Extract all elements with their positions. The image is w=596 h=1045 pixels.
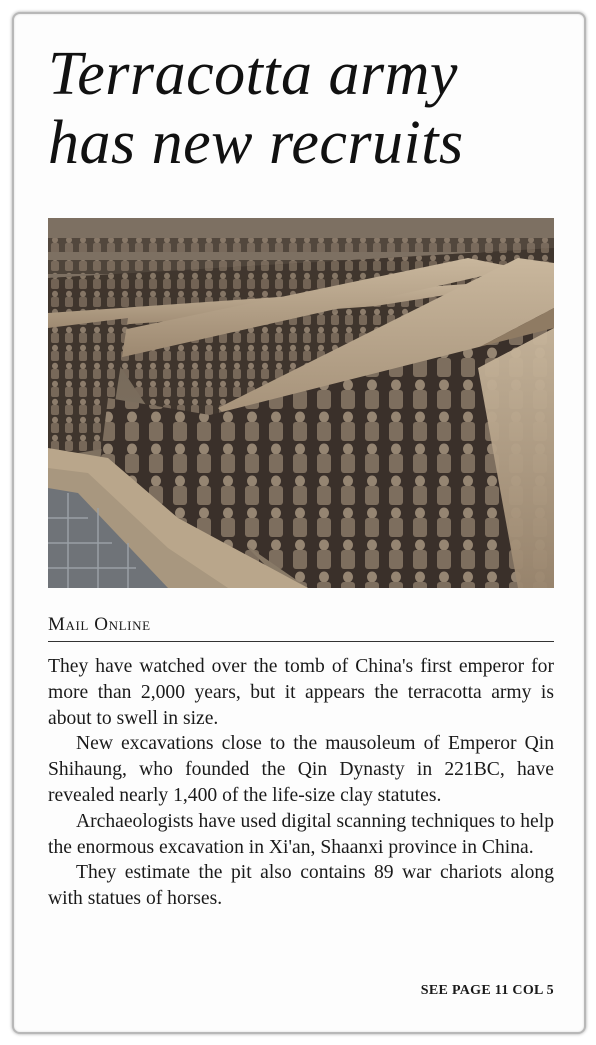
photo-illustration	[48, 218, 554, 588]
source-credit: Mail Online	[48, 614, 151, 635]
article-body	[48, 654, 554, 912]
paragraph-2: New excavations close to the mausoleum of Emperor Qin Shihaung, who founded the Qin Dynasty in 221BC, have revealed nearly 1,400 of the life-size clay statutes.	[48, 733, 554, 806]
divider-rule	[48, 641, 554, 642]
paragraph-4: They estimate the pit also contains 89 war chariots along with statues of horses.	[48, 862, 554, 910]
paragraph-1: They have watched over the tomb of China's first emperor for more than 2,000 years, but it appears the terracotta army is about to swell in size.	[48, 656, 554, 729]
headline	[48, 40, 568, 179]
continuation-reference: SEE PAGE 11 COL 5	[420, 983, 554, 998]
terracotta-army-photo	[48, 218, 554, 588]
headline-line-1: Terracotta army	[48, 40, 458, 108]
paragraph-3: Archaeologists have used digital scanning techniques to help the enormous excavation in Xi'an, Shaanxi province in China.	[48, 810, 554, 858]
headline-line-2: has new recruits	[48, 109, 464, 178]
